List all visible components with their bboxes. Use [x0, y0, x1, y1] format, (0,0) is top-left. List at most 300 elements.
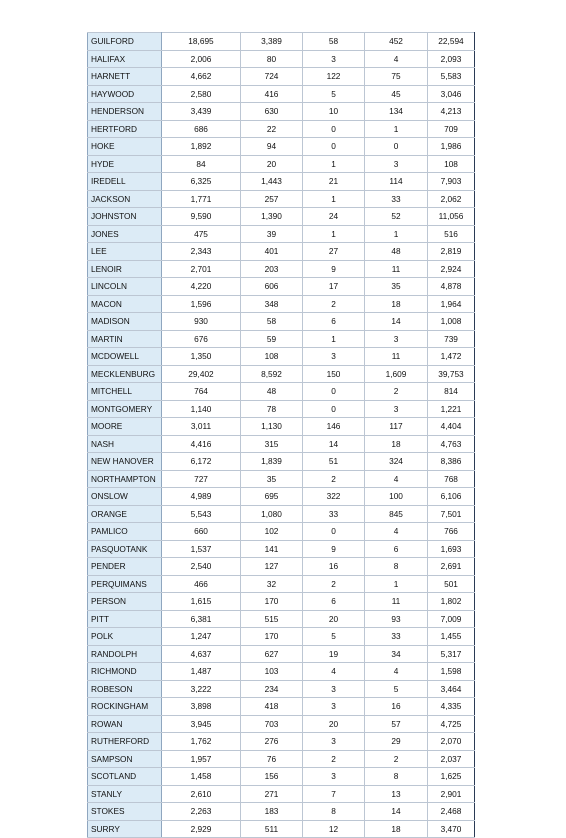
value-cell-2: 108	[241, 348, 303, 366]
value-cell-3: 3	[303, 733, 365, 751]
table-row	[88, 470, 475, 488]
value-cell-3: 3	[303, 348, 365, 366]
value-cell-1: 3,222	[162, 680, 241, 698]
total-cell: 2,037	[428, 750, 475, 768]
total-cell: 3,470	[428, 820, 475, 838]
county-name-cell: HENDERSON	[88, 103, 162, 121]
value-cell-2: 348	[241, 295, 303, 313]
value-cell-3: 4	[303, 663, 365, 681]
table-row	[88, 173, 475, 191]
table-row	[88, 120, 475, 138]
value-cell-3: 6	[303, 313, 365, 331]
table-row	[88, 260, 475, 278]
value-cell-2: 103	[241, 663, 303, 681]
table-row	[88, 523, 475, 541]
table-row	[88, 628, 475, 646]
total-cell: 4,878	[428, 278, 475, 296]
county-name-cell: MOORE	[88, 418, 162, 436]
value-cell-4: 2	[365, 383, 428, 401]
value-cell-3: 7	[303, 785, 365, 803]
value-cell-3: 1	[303, 190, 365, 208]
value-cell-4: 8	[365, 768, 428, 786]
value-cell-2: 141	[241, 540, 303, 558]
table-row	[88, 575, 475, 593]
county-name-cell: RICHMOND	[88, 663, 162, 681]
table-row	[88, 50, 475, 68]
table-row	[88, 645, 475, 663]
table-row	[88, 663, 475, 681]
value-cell-4: 11	[365, 593, 428, 611]
value-cell-2: 80	[241, 50, 303, 68]
total-cell: 108	[428, 155, 475, 173]
value-cell-4: 8	[365, 558, 428, 576]
county-name-cell: MONTGOMERY	[88, 400, 162, 418]
value-cell-4: 11	[365, 260, 428, 278]
value-cell-2: 630	[241, 103, 303, 121]
value-cell-1: 1,350	[162, 348, 241, 366]
value-cell-3: 3	[303, 680, 365, 698]
county-name-cell: LEE	[88, 243, 162, 261]
value-cell-3: 322	[303, 488, 365, 506]
value-cell-3: 5	[303, 85, 365, 103]
value-cell-4: 16	[365, 698, 428, 716]
table-row	[88, 313, 475, 331]
county-name-cell: HYDE	[88, 155, 162, 173]
total-cell: 1,986	[428, 138, 475, 156]
county-data-table	[87, 32, 475, 838]
total-cell: 4,213	[428, 103, 475, 121]
table-row	[88, 190, 475, 208]
value-cell-2: 257	[241, 190, 303, 208]
value-cell-2: 170	[241, 628, 303, 646]
value-cell-1: 29,402	[162, 365, 241, 383]
county-name-cell: ORANGE	[88, 505, 162, 523]
table-row	[88, 68, 475, 86]
value-cell-2: 32	[241, 575, 303, 593]
value-cell-1: 6,172	[162, 453, 241, 471]
value-cell-4: 324	[365, 453, 428, 471]
value-cell-1: 466	[162, 575, 241, 593]
value-cell-1: 9,590	[162, 208, 241, 226]
value-cell-1: 676	[162, 330, 241, 348]
table-row	[88, 155, 475, 173]
value-cell-2: 39	[241, 225, 303, 243]
value-cell-3: 33	[303, 505, 365, 523]
table-row	[88, 750, 475, 768]
value-cell-2: 418	[241, 698, 303, 716]
value-cell-3: 150	[303, 365, 365, 383]
value-cell-1: 930	[162, 313, 241, 331]
value-cell-4: 45	[365, 85, 428, 103]
value-cell-4: 75	[365, 68, 428, 86]
value-cell-3: 16	[303, 558, 365, 576]
value-cell-1: 1,892	[162, 138, 241, 156]
value-cell-2: 94	[241, 138, 303, 156]
value-cell-2: 183	[241, 803, 303, 821]
total-cell: 11,056	[428, 208, 475, 226]
table-row	[88, 820, 475, 838]
value-cell-4: 1	[365, 225, 428, 243]
value-cell-3: 9	[303, 260, 365, 278]
county-name-cell: STANLY	[88, 785, 162, 803]
value-cell-4: 52	[365, 208, 428, 226]
value-cell-2: 1,839	[241, 453, 303, 471]
county-name-cell: MARTIN	[88, 330, 162, 348]
county-name-cell: JONES	[88, 225, 162, 243]
total-cell: 4,335	[428, 698, 475, 716]
county-name-cell: PERQUIMANS	[88, 575, 162, 593]
value-cell-4: 2	[365, 750, 428, 768]
table-row	[88, 610, 475, 628]
table-row	[88, 330, 475, 348]
total-cell: 1,693	[428, 540, 475, 558]
value-cell-3: 3	[303, 50, 365, 68]
table-row	[88, 400, 475, 418]
value-cell-1: 686	[162, 120, 241, 138]
value-cell-4: 4	[365, 470, 428, 488]
value-cell-1: 4,989	[162, 488, 241, 506]
value-cell-4: 117	[365, 418, 428, 436]
county-name-cell: ROBESON	[88, 680, 162, 698]
value-cell-4: 14	[365, 803, 428, 821]
total-cell: 5,317	[428, 645, 475, 663]
value-cell-2: 401	[241, 243, 303, 261]
total-cell: 2,468	[428, 803, 475, 821]
value-cell-3: 12	[303, 820, 365, 838]
total-cell: 1,472	[428, 348, 475, 366]
value-cell-3: 24	[303, 208, 365, 226]
value-cell-1: 2,929	[162, 820, 241, 838]
value-cell-3: 122	[303, 68, 365, 86]
value-cell-1: 1,458	[162, 768, 241, 786]
county-name-cell: MCDOWELL	[88, 348, 162, 366]
value-cell-2: 511	[241, 820, 303, 838]
value-cell-2: 703	[241, 715, 303, 733]
table-row	[88, 453, 475, 471]
table-row	[88, 103, 475, 121]
value-cell-4: 6	[365, 540, 428, 558]
table-row	[88, 383, 475, 401]
table-row	[88, 243, 475, 261]
table-row	[88, 768, 475, 786]
value-cell-3: 3	[303, 698, 365, 716]
table-row	[88, 680, 475, 698]
total-cell: 2,062	[428, 190, 475, 208]
value-cell-4: 845	[365, 505, 428, 523]
value-cell-2: 48	[241, 383, 303, 401]
value-cell-1: 1,247	[162, 628, 241, 646]
value-cell-4: 1	[365, 575, 428, 593]
table-row	[88, 85, 475, 103]
value-cell-1: 2,610	[162, 785, 241, 803]
value-cell-4: 1,609	[365, 365, 428, 383]
value-cell-3: 0	[303, 523, 365, 541]
table-row	[88, 733, 475, 751]
value-cell-2: 127	[241, 558, 303, 576]
value-cell-2: 1,080	[241, 505, 303, 523]
county-name-cell: SURRY	[88, 820, 162, 838]
total-cell: 766	[428, 523, 475, 541]
value-cell-2: 1,390	[241, 208, 303, 226]
value-cell-1: 4,637	[162, 645, 241, 663]
value-cell-2: 58	[241, 313, 303, 331]
value-cell-3: 58	[303, 33, 365, 51]
value-cell-1: 1,537	[162, 540, 241, 558]
total-cell: 709	[428, 120, 475, 138]
value-cell-3: 0	[303, 383, 365, 401]
value-cell-4: 114	[365, 173, 428, 191]
value-cell-2: 35	[241, 470, 303, 488]
value-cell-2: 20	[241, 155, 303, 173]
table-row	[88, 488, 475, 506]
value-cell-4: 33	[365, 628, 428, 646]
county-name-cell: HERTFORD	[88, 120, 162, 138]
value-cell-4: 18	[365, 435, 428, 453]
value-cell-1: 1,487	[162, 663, 241, 681]
value-cell-2: 76	[241, 750, 303, 768]
value-cell-4: 0	[365, 138, 428, 156]
value-cell-1: 2,580	[162, 85, 241, 103]
value-cell-4: 100	[365, 488, 428, 506]
value-cell-3: 2	[303, 295, 365, 313]
value-cell-3: 0	[303, 138, 365, 156]
value-cell-3: 2	[303, 575, 365, 593]
value-cell-3: 1	[303, 330, 365, 348]
table-row	[88, 33, 475, 51]
total-cell: 1,598	[428, 663, 475, 681]
value-cell-2: 3,389	[241, 33, 303, 51]
county-name-cell: MECKLENBURG	[88, 365, 162, 383]
county-name-cell: RANDOLPH	[88, 645, 162, 663]
value-cell-4: 5	[365, 680, 428, 698]
value-cell-2: 78	[241, 400, 303, 418]
value-cell-1: 1,615	[162, 593, 241, 611]
value-cell-4: 18	[365, 820, 428, 838]
value-cell-1: 6,325	[162, 173, 241, 191]
value-cell-1: 1,762	[162, 733, 241, 751]
county-name-cell: PAMLICO	[88, 523, 162, 541]
value-cell-4: 14	[365, 313, 428, 331]
county-name-cell: PERSON	[88, 593, 162, 611]
total-cell: 5,583	[428, 68, 475, 86]
table-row	[88, 558, 475, 576]
county-name-cell: JOHNSTON	[88, 208, 162, 226]
total-cell: 1,008	[428, 313, 475, 331]
table-row	[88, 208, 475, 226]
value-cell-2: 170	[241, 593, 303, 611]
value-cell-3: 8	[303, 803, 365, 821]
value-cell-2: 8,592	[241, 365, 303, 383]
county-name-cell: LINCOLN	[88, 278, 162, 296]
table-row	[88, 138, 475, 156]
value-cell-4: 48	[365, 243, 428, 261]
total-cell: 2,070	[428, 733, 475, 751]
value-cell-2: 416	[241, 85, 303, 103]
value-cell-1: 1,771	[162, 190, 241, 208]
value-cell-1: 764	[162, 383, 241, 401]
county-name-cell: NORTHAMPTON	[88, 470, 162, 488]
table-row	[88, 435, 475, 453]
value-cell-3: 1	[303, 225, 365, 243]
county-name-cell: LENOIR	[88, 260, 162, 278]
value-cell-2: 102	[241, 523, 303, 541]
table-row	[88, 418, 475, 436]
value-cell-1: 4,220	[162, 278, 241, 296]
total-cell: 2,819	[428, 243, 475, 261]
table-row	[88, 505, 475, 523]
table-row	[88, 715, 475, 733]
value-cell-1: 1,596	[162, 295, 241, 313]
value-cell-3: 6	[303, 593, 365, 611]
county-name-cell: PASQUOTANK	[88, 540, 162, 558]
value-cell-2: 515	[241, 610, 303, 628]
county-name-cell: NEW HANOVER	[88, 453, 162, 471]
value-cell-1: 3,011	[162, 418, 241, 436]
value-cell-3: 3	[303, 768, 365, 786]
total-cell: 2,691	[428, 558, 475, 576]
total-cell: 1,625	[428, 768, 475, 786]
value-cell-2: 22	[241, 120, 303, 138]
value-cell-3: 1	[303, 155, 365, 173]
value-cell-3: 2	[303, 470, 365, 488]
table-row	[88, 540, 475, 558]
county-name-cell: POLK	[88, 628, 162, 646]
total-cell: 4,725	[428, 715, 475, 733]
value-cell-1: 4,662	[162, 68, 241, 86]
value-cell-3: 2	[303, 750, 365, 768]
county-name-cell: HALIFAX	[88, 50, 162, 68]
value-cell-2: 203	[241, 260, 303, 278]
total-cell: 814	[428, 383, 475, 401]
value-cell-2: 627	[241, 645, 303, 663]
total-cell: 1,221	[428, 400, 475, 418]
value-cell-3: 20	[303, 610, 365, 628]
value-cell-3: 51	[303, 453, 365, 471]
total-cell: 516	[428, 225, 475, 243]
total-cell: 501	[428, 575, 475, 593]
total-cell: 739	[428, 330, 475, 348]
total-cell: 3,046	[428, 85, 475, 103]
total-cell: 1,802	[428, 593, 475, 611]
value-cell-4: 134	[365, 103, 428, 121]
county-name-cell: HAYWOOD	[88, 85, 162, 103]
value-cell-2: 606	[241, 278, 303, 296]
total-cell: 1,455	[428, 628, 475, 646]
total-cell: 7,009	[428, 610, 475, 628]
table-row	[88, 295, 475, 313]
value-cell-2: 156	[241, 768, 303, 786]
total-cell: 7,903	[428, 173, 475, 191]
value-cell-2: 1,130	[241, 418, 303, 436]
total-cell: 4,404	[428, 418, 475, 436]
value-cell-1: 1,140	[162, 400, 241, 418]
data-table-sheet	[87, 32, 474, 838]
total-cell: 4,763	[428, 435, 475, 453]
total-cell: 2,901	[428, 785, 475, 803]
county-name-cell: MADISON	[88, 313, 162, 331]
value-cell-4: 18	[365, 295, 428, 313]
value-cell-2: 1,443	[241, 173, 303, 191]
value-cell-2: 59	[241, 330, 303, 348]
value-cell-1: 84	[162, 155, 241, 173]
value-cell-4: 4	[365, 663, 428, 681]
county-name-cell: IREDELL	[88, 173, 162, 191]
value-cell-1: 2,006	[162, 50, 241, 68]
value-cell-2: 271	[241, 785, 303, 803]
value-cell-3: 146	[303, 418, 365, 436]
value-cell-4: 452	[365, 33, 428, 51]
county-name-cell: PITT	[88, 610, 162, 628]
value-cell-4: 4	[365, 50, 428, 68]
county-name-cell: ROCKINGHAM	[88, 698, 162, 716]
table-row	[88, 225, 475, 243]
table-row	[88, 278, 475, 296]
total-cell: 7,501	[428, 505, 475, 523]
value-cell-3: 17	[303, 278, 365, 296]
value-cell-4: 33	[365, 190, 428, 208]
value-cell-1: 18,695	[162, 33, 241, 51]
value-cell-3: 9	[303, 540, 365, 558]
county-name-cell: STOKES	[88, 803, 162, 821]
value-cell-3: 10	[303, 103, 365, 121]
value-cell-1: 2,701	[162, 260, 241, 278]
value-cell-1: 1,957	[162, 750, 241, 768]
value-cell-3: 27	[303, 243, 365, 261]
value-cell-4: 4	[365, 523, 428, 541]
total-cell: 1,964	[428, 295, 475, 313]
total-cell: 768	[428, 470, 475, 488]
value-cell-4: 3	[365, 330, 428, 348]
county-name-cell: RUTHERFORD	[88, 733, 162, 751]
total-cell: 39,753	[428, 365, 475, 383]
table-row	[88, 698, 475, 716]
county-name-cell: JACKSON	[88, 190, 162, 208]
value-cell-4: 3	[365, 400, 428, 418]
total-cell: 2,093	[428, 50, 475, 68]
county-name-cell: MITCHELL	[88, 383, 162, 401]
table-row	[88, 365, 475, 383]
value-cell-2: 315	[241, 435, 303, 453]
total-cell: 6,106	[428, 488, 475, 506]
county-name-cell: NASH	[88, 435, 162, 453]
value-cell-1: 5,543	[162, 505, 241, 523]
value-cell-2: 724	[241, 68, 303, 86]
value-cell-1: 3,945	[162, 715, 241, 733]
value-cell-1: 660	[162, 523, 241, 541]
value-cell-1: 4,416	[162, 435, 241, 453]
county-name-cell: GUILFORD	[88, 33, 162, 51]
value-cell-4: 3	[365, 155, 428, 173]
value-cell-4: 35	[365, 278, 428, 296]
value-cell-2: 276	[241, 733, 303, 751]
value-cell-4: 29	[365, 733, 428, 751]
total-cell: 2,924	[428, 260, 475, 278]
value-cell-4: 1	[365, 120, 428, 138]
total-cell: 3,464	[428, 680, 475, 698]
value-cell-4: 93	[365, 610, 428, 628]
value-cell-4: 13	[365, 785, 428, 803]
value-cell-1: 3,439	[162, 103, 241, 121]
county-name-cell: ROWAN	[88, 715, 162, 733]
value-cell-3: 21	[303, 173, 365, 191]
value-cell-3: 5	[303, 628, 365, 646]
value-cell-1: 2,540	[162, 558, 241, 576]
table-row	[88, 593, 475, 611]
value-cell-4: 11	[365, 348, 428, 366]
value-cell-4: 57	[365, 715, 428, 733]
value-cell-1: 3,898	[162, 698, 241, 716]
table-body	[88, 33, 475, 838]
